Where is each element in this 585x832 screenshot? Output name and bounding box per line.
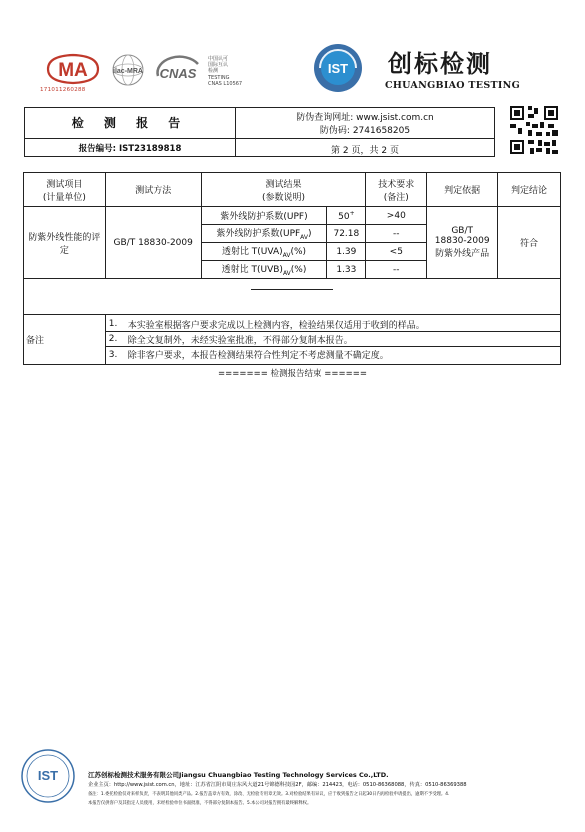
remarks-content (105, 315, 560, 365)
cnas-logo-text: CNAS (159, 66, 197, 81)
param-cell: 紫外线防护系数$(UPF_{AV})$ (201, 225, 327, 243)
cma-number: 171011260288 (40, 87, 86, 93)
header-method: 测试方法 (105, 173, 201, 207)
header-basis: 判定依据 (427, 173, 498, 207)
table-header-row (24, 173, 561, 207)
requirement-cell: <5 (366, 243, 427, 261)
cnas-logo (152, 52, 204, 90)
param-cell: 透射比 $T(UVB)_{AV}(\%)$ (201, 261, 327, 279)
table-row (24, 207, 561, 225)
footer-company: 江苏创标检测技术服务有限公司Jiangsu Chuangbiao Testing Technology Services Co.,LTD. (88, 771, 389, 779)
cnas-description: 中国认可 国际互认 检测 TESTING CNAS L10567 (208, 56, 243, 87)
ist-logo-text: IST (327, 61, 349, 76)
test-method: GB/T 18830-2009 (105, 207, 201, 279)
report-header-box (24, 107, 495, 157)
page-info: 第 2 页，共 2 页 (331, 146, 399, 156)
requirement-cell: -- (366, 225, 427, 243)
requirement-cell: >40 (366, 207, 427, 225)
anti-fake-code: 防伪码: 2741658205 (319, 126, 411, 136)
conclusion: 符合 (498, 207, 561, 279)
footer-contact: 企业主页：http://www.jsist.com.cn，地址：江苏省江阴市周庄东风大道21号锦德科技园2F，邮编：214423，电话：0510-86368088，传真：0510-86369388 (88, 782, 467, 788)
ilac-mra-logo (108, 52, 148, 90)
param-cell: 紫外线防护系数(UPF) (201, 207, 327, 225)
item-name: 防紫外线性能的评定 (24, 207, 106, 279)
qr-code-icon (508, 104, 560, 156)
footer-note: 备注：1.委托检验仅对来样负责，不表明其他同类产品。2.报告盖章方有效，涂改、无检验专用章无效。3.对检验结果有异议，应于收到报告之日起30日内再检验申请提出，逾期不予受理。4. (88, 792, 450, 797)
cma-logo-text: MA (58, 60, 88, 81)
value-cell: 1.33 (327, 261, 366, 279)
ist-footer-seal (20, 748, 76, 804)
cma-logo (44, 52, 102, 86)
judgment-basis: GB/T 18830-2009 防紫外线产品 (427, 207, 498, 279)
header-requirement: 技术要求 (备注) (366, 173, 427, 207)
ist-logo (312, 42, 364, 94)
brand-name-en: CHUANGBIAO TESTING (385, 80, 521, 91)
query-website: 防伪查询网址: www.jsist.com.cn (296, 113, 434, 123)
remarks-row (24, 315, 561, 365)
header-conclusion: 判定结论 (498, 173, 561, 207)
param-cell: 透射比 $T(UVA)_{AV}(\%)$ (201, 243, 327, 261)
requirement-cell: -- (366, 261, 427, 279)
remark-item: 1. 本实验室根据客户要求完成以上检测内容，检验结果仅适用于收到的样品。 (106, 317, 560, 332)
value-cell: 1.39 (327, 243, 366, 261)
value-cell: 50+ (327, 207, 366, 225)
remark-item: 3. 除非客户要求，本报告检测结果符合性判定不考虑测量不确定度。 (108, 349, 389, 361)
ilac-logo-text: ilac-MRA (113, 68, 143, 75)
seal-text: IST (37, 768, 59, 783)
value-cell: 72.18 (327, 225, 366, 243)
remark-item: 2. 除全文复制外，未经实验室批准，不得部分复制本报告。 (106, 332, 560, 347)
header-result: 测试结果 (参数说明) (201, 173, 366, 207)
header-item: 测试项目 (计量单位) (24, 173, 106, 207)
report-end-marker: ======= 检测报告结束 ====== (218, 369, 367, 379)
brand-name-cn: 创标检测 (388, 49, 492, 78)
results-table (23, 172, 561, 365)
report-number: 报告编号: IST23189818 (78, 144, 182, 154)
remarks-label: 备注 (24, 315, 106, 365)
report-title: 检 测 报 告 (71, 116, 189, 130)
footer-note: 本报告仅供客户及其指定人员使用，未经检验单位书面批准，不得部分复制本报告。5.本公司对报告拥有最终解释权。 (88, 801, 312, 806)
blank-row (24, 279, 561, 315)
blank-cell (24, 279, 561, 315)
